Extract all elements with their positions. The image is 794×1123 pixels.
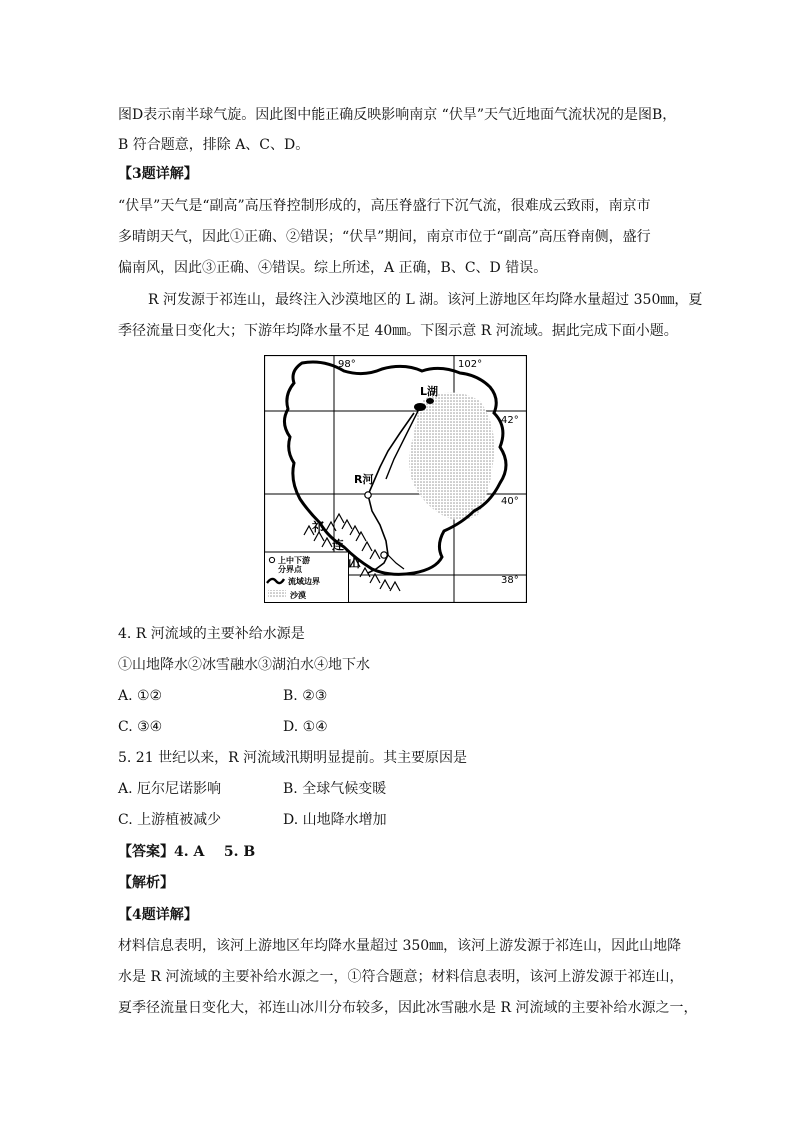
question-stem: 5. 21 世纪以来，R 河流域汛期明显提前。其主要原因是 — [118, 750, 468, 766]
r-river-basin-map — [264, 355, 527, 603]
lat-label: 42° — [501, 415, 519, 426]
mountain-char: 连 — [332, 538, 345, 552]
section-heading: 【4题详解】 — [118, 907, 198, 923]
legend-desert-symbol — [268, 590, 286, 598]
option-d: D. ①④ — [283, 719, 328, 735]
paragraph-line: 偏南风，因此③正确、④错误。综上所述，A 正确，B、C、D 错误。 — [118, 260, 548, 276]
paragraph-line: 材料信息表明，该河上游地区年均降水量超过 350㎜，该河上游发源于祁连山，因此山地降 — [118, 938, 682, 954]
question-stem: 4. R 河流域的主要补给水源是 — [118, 626, 305, 642]
legend-boundary-label: 流域边界 — [288, 577, 320, 586]
lon-label: 98° — [338, 359, 356, 370]
paragraph-line: 水是 R 河流域的主要补给水源之一，①符合题意；材料信息表明，该河上游发源于祁连山， — [118, 969, 684, 985]
legend-point-label: 上中下游 — [278, 556, 310, 565]
legend-desert-label: 沙漠 — [290, 591, 306, 600]
analysis-heading: 【解析】 — [118, 875, 174, 891]
segment-point — [365, 492, 371, 498]
lake-label: L湖 — [420, 385, 439, 398]
legend-point-symbol — [269, 557, 274, 562]
question-items: ①山地降水②冰雪融水③湖泊水④地下水 — [118, 657, 370, 673]
option-d: D. 山地降水增加 — [283, 812, 387, 828]
mountain-char: 祁 — [312, 520, 325, 534]
paragraph-line: 图D表示南半球气旋。因此图中能正确反映影响南京 “伏旱”天气近地面气流状况的是图B， — [118, 107, 677, 123]
lon-label: 102° — [458, 359, 483, 370]
paragraph-line: R 河发源于祁连山，最终注入沙漠地区的 L 湖。该河上游地区年均降水量超过 350㎜，夏 — [148, 292, 703, 308]
option-b: B. 全球气候变暖 — [283, 781, 387, 797]
river-label: R河 — [354, 473, 374, 486]
answer-line: 【答案】4. A 5. B — [118, 844, 256, 860]
option-b: B. ②③ — [283, 688, 328, 704]
option-a: A. ①② — [118, 688, 163, 704]
paragraph-line: “伏旱”天气是“副高”高压脊控制形成的，高压脊盛行下沉气流，很难成云致雨，南京市 — [118, 198, 651, 214]
paragraph-line: B 符合题意，排除 A、C、D。 — [118, 137, 310, 153]
option-c: C. 上游植被减少 — [118, 812, 222, 828]
option-a: A. 厄尔尼诺影响 — [118, 781, 222, 797]
section-heading: 【3题详解】 — [118, 166, 198, 182]
mountain-char: 山 — [348, 556, 361, 570]
lake-l-east — [426, 398, 434, 404]
map-legend — [265, 552, 349, 603]
legend-point-label: 分界点 — [278, 565, 302, 574]
lat-label: 38° — [501, 575, 519, 586]
lat-label: 40° — [501, 496, 519, 507]
paragraph-line: 多晴朗天气，因此①正确、②错误；“伏旱”期间，南京市位于“副高”高压脊南侧，盛行 — [118, 229, 651, 245]
option-c: C. ③④ — [118, 719, 163, 735]
paragraph-line: 夏季径流量日变化大，祁连山冰川分布较多，因此冰雪融水是 R 河流域的主要补给水源之一， — [118, 1000, 698, 1016]
lake-l — [414, 403, 426, 411]
paragraph-line: 季径流量日变化大；下游年均降水量不足 40㎜。下图示意 R 河流域。据此完成下面小题。 — [118, 323, 678, 339]
segment-point — [381, 552, 387, 558]
